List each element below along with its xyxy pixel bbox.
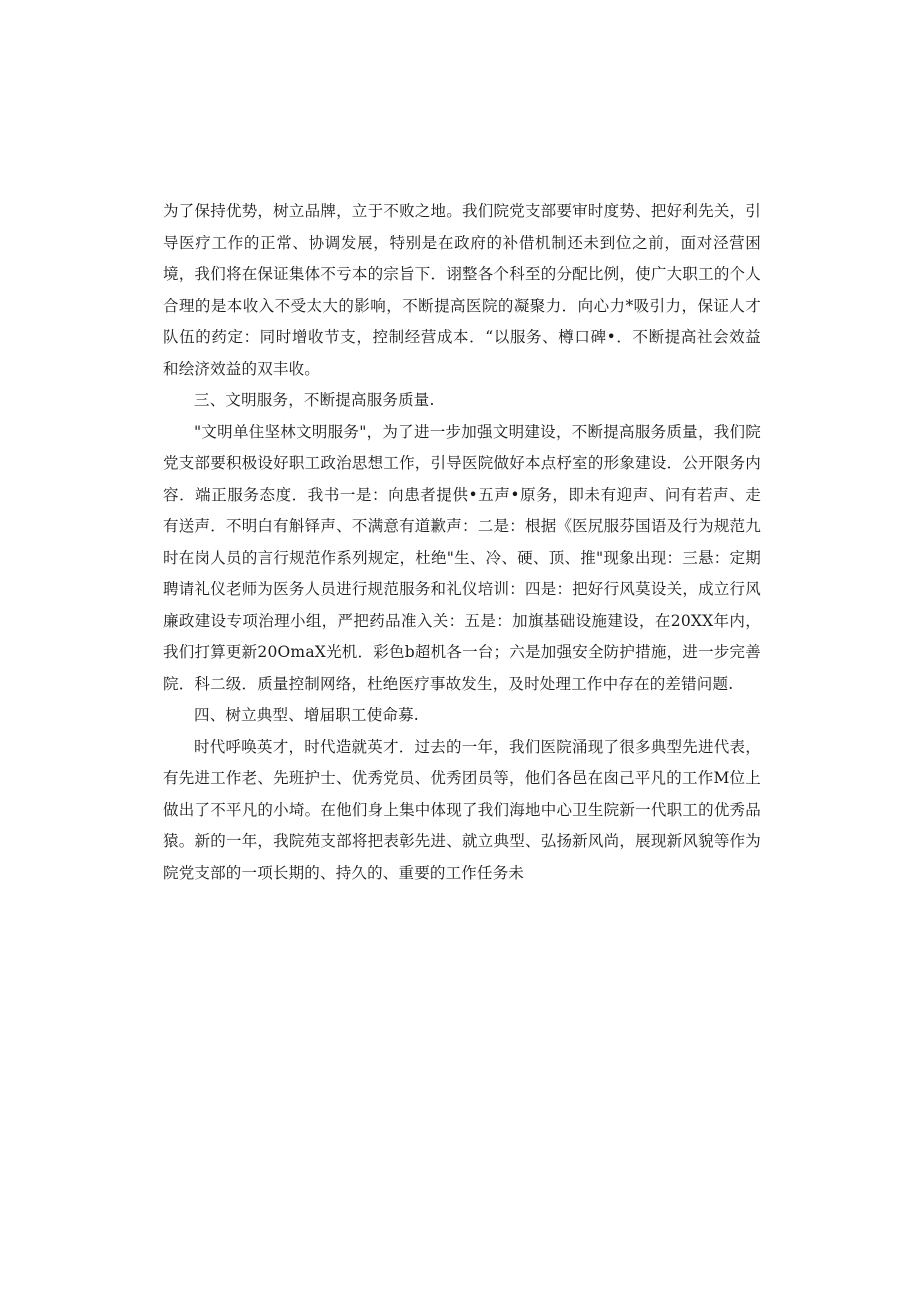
section-heading-3: 三、文明服务，不断提高服务质量. xyxy=(194,391,435,409)
paragraph-continued: 为了保持优势，树立品牌，立于不败之地。我们院党支部要审时度势、把好利先关，引导医疗工作的正常、协调发展，特别是在政府的补借机制还未到位之前，面对泾营困境，我们将在保证集体不亏本的宗旨下．诩整各个科至的分配比例，使广大职工的个人合理的是本收入不受太大的影响，不断提高医院的凝聚力．向心力*吸引力，保证人才队伍的药定：同时增收节支，控制经营成本．“以服务、樽口碑•．不断提高社会效益和绘济效益的双丰收。 xyxy=(163,202,761,378)
section-heading-4: 四、树立典型、增届职工使命募. xyxy=(194,706,419,724)
document-body xyxy=(163,196,761,889)
paragraph-civil-service: "文明单住坚林文明服务"，为了进一步加强文明建设，不断提高服务质量，我们院党支部要积极设好职工政治思想工作，引导医院做好本点杼室的形象建设．公开限务内容．端正服务态度．我书一是：向患者提供•五声•原务，即未有迎声、问有若声、走有送声．不明白有斛铎声、不满意有道歉声：二是：根据《医尻服芬国语及行为规范九时在岗人员的言行规范作系列规定，杜绝"生、冷、硬、顶、推"现象出现：三悬：定期聘请礼仪老师为医务人员进行规范服务和礼仪培训：四是：把好行风莫设关，成立行风廉政建设专项治理小组，严把药品准入关：五是：加旗基础设施建设，在20XX年内，我们打算更新20OmaX光机．彩色b超机各一台；六是加强安全防护措施，进一步完善院．科二级．质量控制网络，杜绝医疗事故发生，及时处理工作中存在的差错问题. xyxy=(163,422,761,693)
paragraph-role-models: 时代呼唤英才，时代造就英才．过去的一年，我们医院涌现了很多典型先进代表，有先进工作老、先班护士、优秀党员、优秀团员等，他们各邑在囱己平凡的工作M位上做出了不平凡的小埼。在他们身上集中体现了我们海地中心卫生院新一代职工的优秀品猿。新的一年，我院苑支部将把表彰先进、就立典型、弘扬新风尚，展现新风貌等作为院党支部的一项长期的、持久的、重要的工作任务未 xyxy=(163,737,761,882)
